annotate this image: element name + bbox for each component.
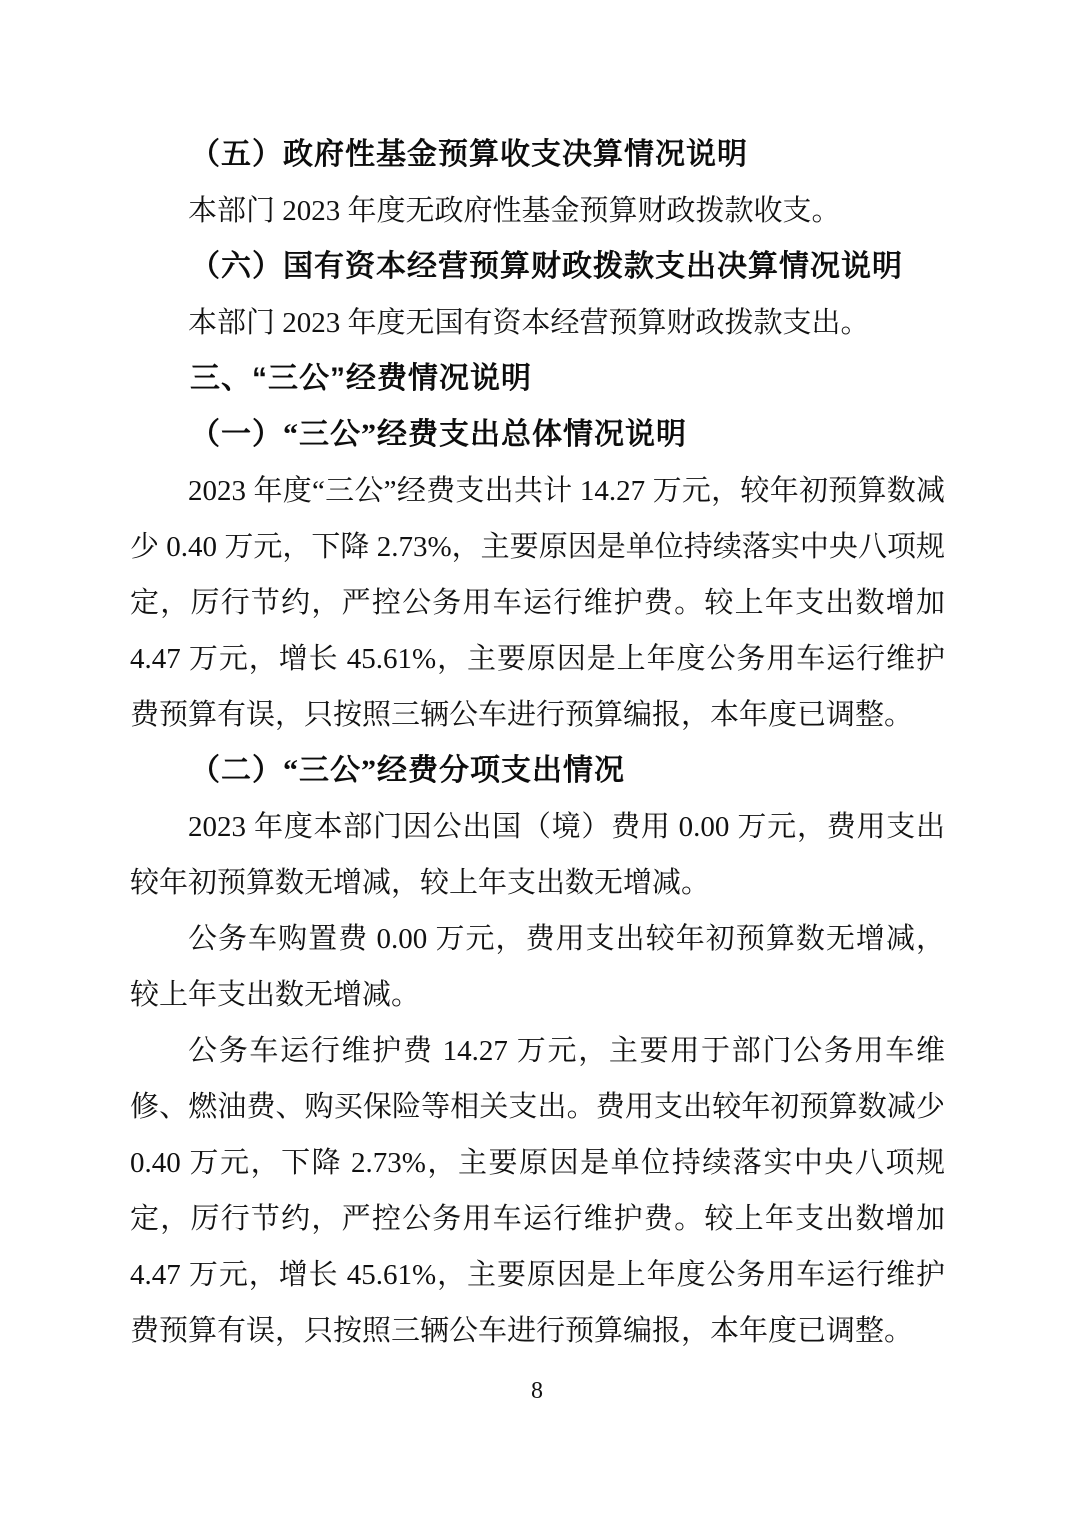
heading-chapter-3-three-public-funds: 三、“三公”经费情况说明 (190, 362, 532, 395)
paragraph-overseas-travel: 2023 年度本部门因公出国（境）费用 0.00 万元，费用支出较年初预算数无增减，较上年支出数无增减。 (130, 811, 945, 899)
paragraph-state-capital: 本部门 2023 年度无国有资本经营预算财政拨款支出。 (188, 307, 870, 339)
document-body (130, 127, 945, 1359)
paragraph-vehicle-purchase: 公务车购置费 0.00 万元，费用支出较年初预算数无增减，较上年支出数无增减。 (130, 923, 945, 1011)
paragraph-overall-expenditure: 2023 年度“三公”经费支出共计 14.27 万元，较年初预算数减少 0.40 万元，下降 2.73%，主要原因是单位持续落实中央八项规定，厉行节约，严控公务用车运行维护费。较上年支出数增加 4.47 万元，增长 45.61%，主要原因是上年度公务用车运行维护费预算有误，只按照三辆公车进行预算编报，本年度已调整。 (130, 475, 945, 731)
heading-section-6-state-capital: （六）国有资本经营预算财政拨款支出决算情况说明 (190, 250, 903, 283)
page-number: 8 (531, 1378, 543, 1404)
heading-section-1-overall-expenditure: （一）“三公”经费支出总体情况说明 (190, 418, 687, 451)
heading-section-5-gov-fund: （五）政府性基金预算收支决算情况说明 (190, 138, 748, 171)
heading-section-2-itemized-expenditure: （二）“三公”经费分项支出情况 (190, 754, 625, 787)
paragraph-vehicle-maintenance: 公务车运行维护费 14.27 万元，主要用于部门公务用车维修、燃油费、购买保险等相关支出。费用支出较年初预算数减少 0.40 万元，下降 2.73%，主要原因是单位持续落实中央八项规定，厉行节约，严控公务用车运行维护费。较上年支出数增加 4.47 万元，增长 45.61%，主要原因是上年度公务用车运行维护费预算有误，只按照三辆公车进行预算编报，本年度已调整。 (130, 1035, 945, 1347)
paragraph-gov-fund: 本部门 2023 年度无政府性基金预算财政拨款收支。 (188, 195, 841, 227)
